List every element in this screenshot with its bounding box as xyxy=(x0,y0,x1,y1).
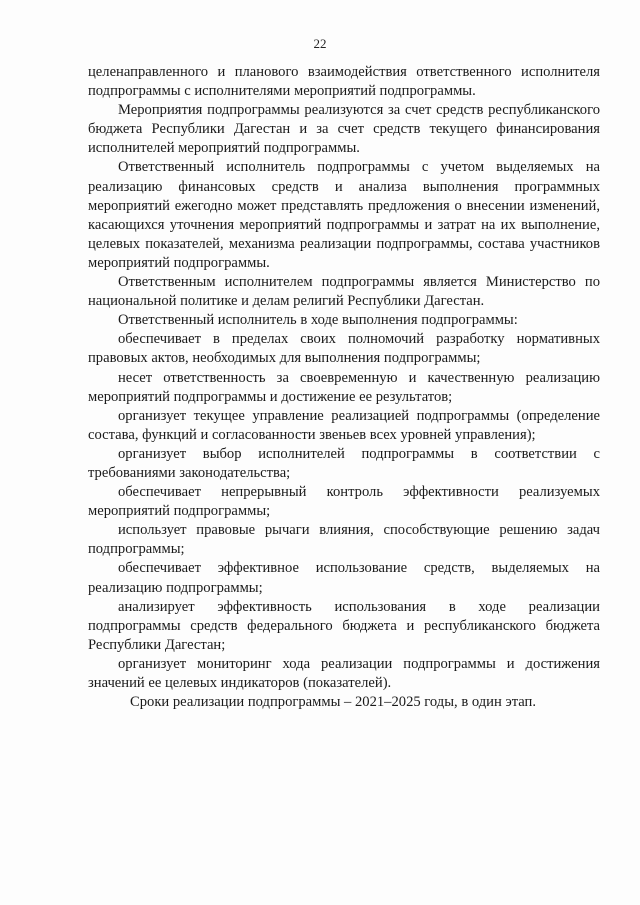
paragraph-responsible-executor: Ответственным исполнителем подпрограммы является Министерство по национальной политике и делам религий Республики Дагестан. xyxy=(88,274,600,310)
duty-item: организует мониторинг хода реализации подпрограммы и достижения значений ее целевых индикаторов (показателей). xyxy=(88,655,600,691)
paragraph-proposals: Ответственный исполнитель подпрограммы с учетом выделяемых на реализацию финансовых средств и анализа выполнения программных мероприятий ежегодно может представлять предложения о внесении изменений, касающихся уточнения мероприятий подпрограммы и затрат на их выполнение, целевых показателей, механизма реализации подпрограммы, состава участников мероприятий подпрограммы. xyxy=(88,159,600,271)
duty-item: обеспечивает эффективное использование средств, выделяемых на реализацию подпрограммы; xyxy=(88,560,600,596)
paragraph-timeline: Сроки реализации подпрограммы – 2021–2025 годы, в один этап. xyxy=(130,694,537,711)
duty-item: организует выбор исполнителей подпрограммы в соответствии с требованиями законодательства; xyxy=(88,445,600,481)
duty-item: обеспечивает в пределах своих полномочий разработку нормативных правовых актов, необходимых для выполнения подпрограммы; xyxy=(88,331,600,367)
duty-item: обеспечивает непрерывный контроль эффективности реализуемых мероприятий подпрограммы; xyxy=(88,484,600,520)
paragraph-continuation: целенаправленного и планового взаимодействия ответственного исполнителя подпрограммы с исполнителями мероприятий подпрограммы. xyxy=(88,64,600,100)
paragraph-funding: Мероприятия подпрограммы реализуются за счет средств республиканского бюджета Республики Дагестан и за счет средств текущего финансирования исполнителей мероприятий подпрограммы. xyxy=(88,102,600,157)
document-body xyxy=(88,63,600,712)
duty-item: использует правовые рычаги влияния, способствующие решению задач подпрограммы; xyxy=(88,522,600,558)
duty-item: организует текущее управление реализацией подпрограммы (определение состава, функций и согласованности звеньев всех уровней управления); xyxy=(88,407,600,443)
duty-item: анализирует эффективность использования в ходе реализации подпрограммы средств федерального бюджета и республиканского бюджета Республики Дагестан; xyxy=(88,598,600,653)
paragraph-duties-intro: Ответственный исполнитель в ходе выполнения подпрограммы: xyxy=(118,312,518,329)
page-number: 22 xyxy=(313,36,327,51)
duty-item: несет ответственность за своевременную и качественную реализацию мероприятий подпрограммы и достижение ее результатов; xyxy=(88,369,600,405)
